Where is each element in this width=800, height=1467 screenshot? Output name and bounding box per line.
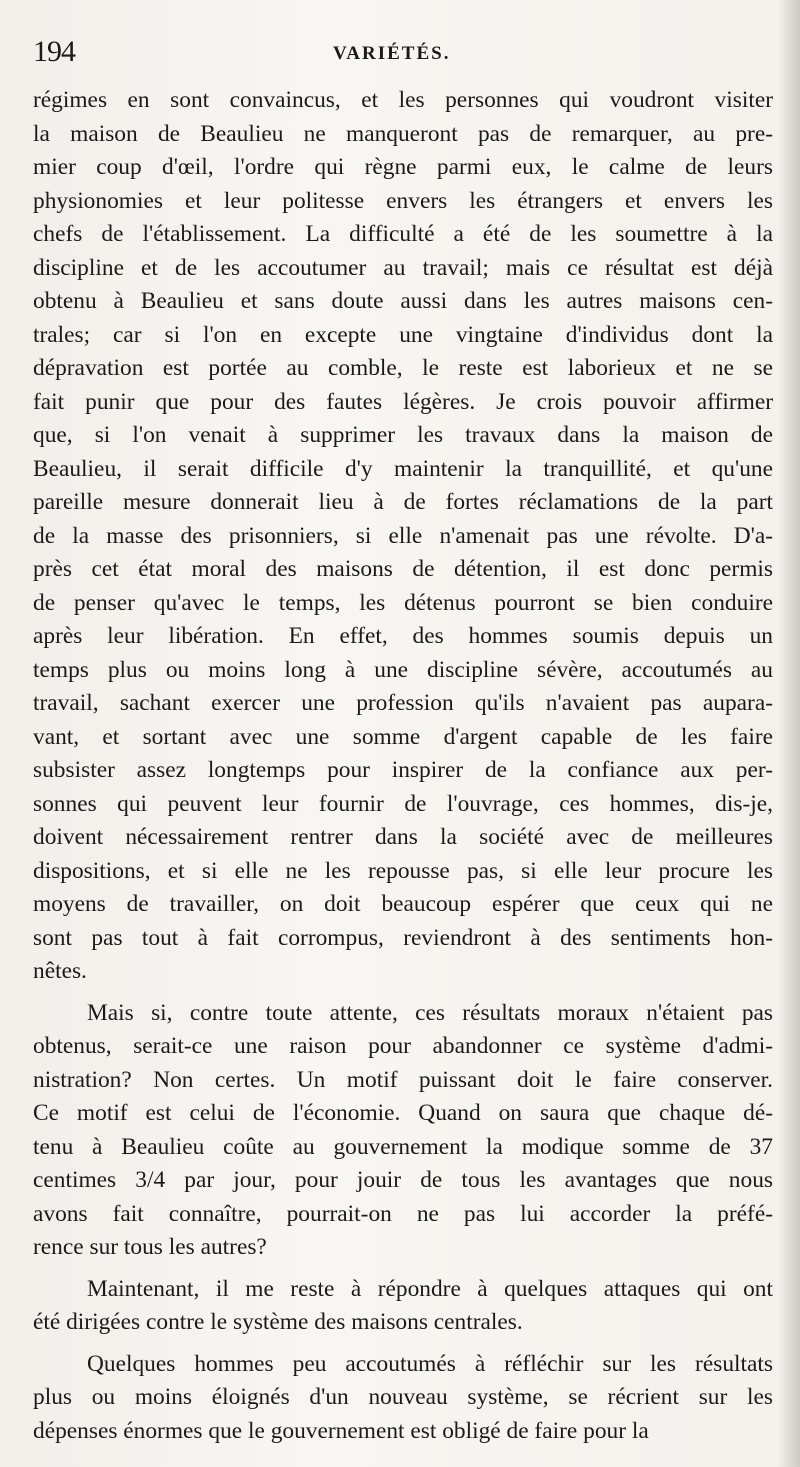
text-line: que, si l'on venait à supprimer les travaux dans la maison de <box>33 422 773 448</box>
text-line: dépenses énormes que le gouvernement est obligé de faire pour la <box>33 1417 649 1444</box>
text-line: obtenu à Beaulieu et sans doute aussi dans les autres maisons cen- <box>33 288 773 314</box>
text-line: travail, sachant exercer une profession qu'ils n'avaient pas aupara- <box>33 690 773 716</box>
text-line: vant, et sortant avec une somme d'argent capable de les faire <box>33 723 773 750</box>
text-line: nistration? Non certes. Un motif puissant doit le faire conserver. <box>33 1066 773 1093</box>
text-line: tenu à Beaulieu coûte au gouvernement la modique somme de 37 <box>33 1133 773 1160</box>
text-line: sonnes qui peuvent leur fournir de l'ouvrage, ces hommes, dis-je, <box>33 790 773 817</box>
text-line: chefs de l'établissement. La difficulté a été de les soumettre à la <box>33 221 773 247</box>
paragraph <box>33 84 773 989</box>
paragraph-gap <box>33 989 773 997</box>
body-text <box>33 84 773 1448</box>
text-line: plus ou moins éloignés d'un nouveau système, se récrient sur les <box>33 1384 773 1410</box>
page-number: 194 <box>33 35 75 68</box>
text-line: Maintenant, il me reste à répondre à quelques attaques qui ont <box>87 1275 773 1302</box>
text-line: Ce motif est celui de l'économie. Quand on saura que chaque dé- <box>33 1100 773 1126</box>
text-line: été dirigées contre le système des maisons centrales. <box>33 1309 523 1335</box>
paragraph <box>33 997 773 1265</box>
text-line: mier coup d'œil, l'ordre qui règne parmi eux, le calme de leurs <box>33 154 773 180</box>
text-line: obtenus, serait-ce une raison pour abandonner ce système d'admi- <box>33 1033 773 1059</box>
text-line: pareille mesure donnerait lieu à de fortes réclamations de la part <box>33 489 773 515</box>
text-line: près cet état moral des maisons de détention, il est donc permis <box>33 556 773 582</box>
running-title: VARIÉTÉS. <box>333 43 451 64</box>
text-line: Quelques hommes peu accoutumés à réfléchir sur les résultats <box>87 1350 773 1377</box>
text-line: régimes en sont convaincus, et les personnes qui voudront visiter <box>33 87 773 113</box>
text-line: moyens de travailler, on doit beaucoup espérer que ceux qui ne <box>33 891 773 917</box>
text-line: après leur libération. En effet, des hommes soumis depuis un <box>33 623 773 649</box>
text-line: trales; car si l'on en excepte une vingtaine d'individus dont la <box>33 321 773 348</box>
paragraph-gap <box>33 1265 773 1273</box>
page-header <box>33 30 773 74</box>
text-line: fait punir que pour des fautes légères. Je crois pouvoir affirmer <box>33 388 773 415</box>
text-line: nêtes. <box>33 958 87 984</box>
text-line: de penser qu'avec le temps, les détenus pourront se bien conduire <box>33 589 773 616</box>
text-line: Beaulieu, il serait difficile d'y maintenir la tranquillité, et qu'une <box>33 455 773 482</box>
text-line: dispositions, et si elle ne les repousse pas, si elle leur procure les <box>33 857 773 884</box>
text-line: de la masse des prisonniers, si elle n'amenait pas une révolte. D'a- <box>33 522 773 549</box>
text-line: centimes 3/4 par jour, pour jouir de tous les avantages que nous <box>33 1167 773 1193</box>
text-line: rence sur tous les autres? <box>33 1234 267 1260</box>
paragraph <box>33 1273 773 1340</box>
text-line: sont pas tout à fait corrompus, reviendront à des sentiments hon- <box>33 924 773 951</box>
text-line: avons fait connaître, pourrait-on ne pas lui accorder la préfé- <box>33 1200 773 1227</box>
page-edge-shadow <box>778 0 800 1467</box>
text-line: Mais si, contre toute attente, ces résultats moraux n'étaient pas <box>87 999 773 1026</box>
text-line: discipline et de les accoutumer au travail; mais ce résultat est déjà <box>33 254 773 281</box>
paragraph <box>33 1348 773 1449</box>
paragraph-gap <box>33 1340 773 1348</box>
text-line: la maison de Beaulieu ne manqueront pas de remarquer, au pre- <box>33 120 773 147</box>
text-line: doivent nécessairement rentrer dans la société avec de meilleures <box>33 824 773 850</box>
text-line: dépravation est portée au comble, le reste est laborieux et ne se <box>33 355 773 381</box>
text-line: temps plus ou moins long à une discipline sévère, accoutumés au <box>33 656 773 683</box>
text-line: physionomies et leur politesse envers les étrangers et envers les <box>33 187 773 214</box>
text-line: subsister assez longtemps pour inspirer de la confiance aux per- <box>33 757 773 783</box>
